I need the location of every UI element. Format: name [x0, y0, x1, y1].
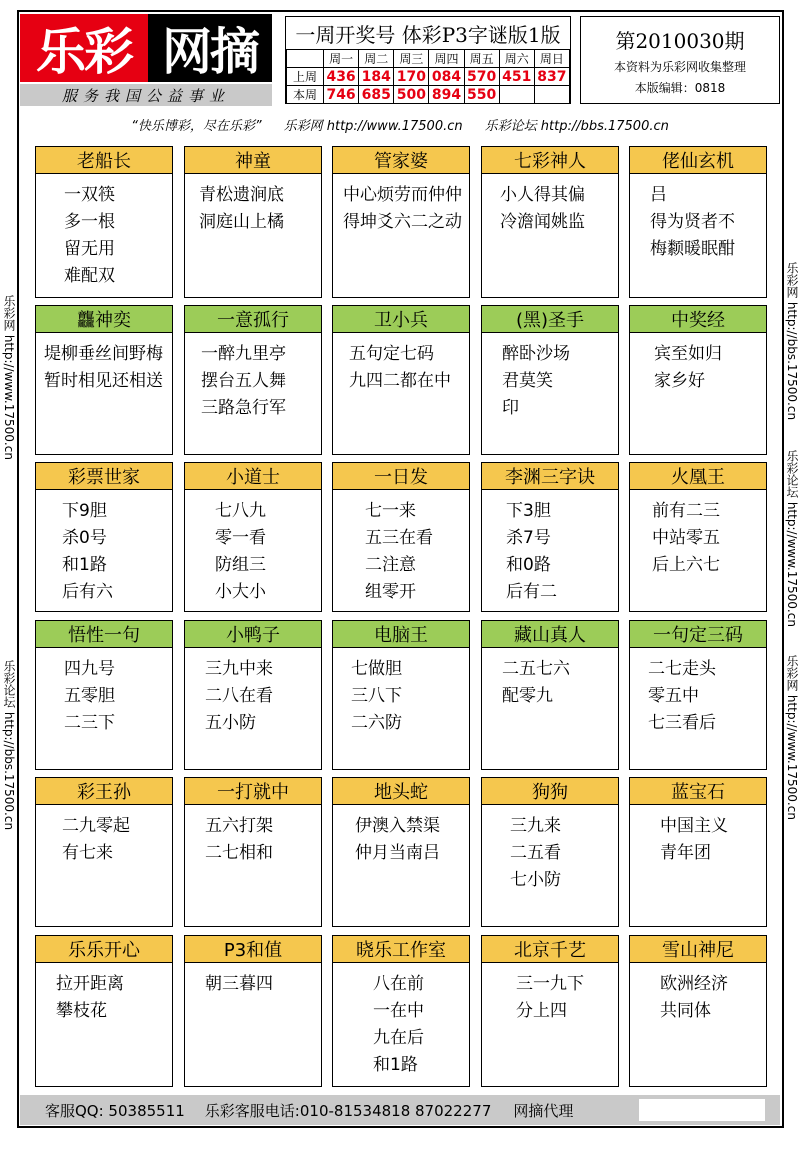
tip-card-body — [185, 648, 321, 737]
tip-card — [184, 777, 322, 927]
draw-number: 685 — [359, 86, 394, 104]
tip-card-title: 小道士 — [185, 463, 321, 490]
tip-line: 梅颣暖眠酣 — [650, 239, 735, 259]
tip-card-title: 蓝宝石 — [630, 778, 766, 805]
tip-line: 和0路 — [506, 555, 551, 575]
tip-line: 八在前 — [373, 974, 424, 994]
tip-card-title: 北京千艺 — [482, 936, 618, 963]
tip-line: 二九零起 — [62, 816, 130, 836]
day-header: 周一 — [324, 50, 359, 68]
tip-card-body — [333, 648, 469, 737]
agent-blank — [639, 1099, 765, 1121]
draw-number: 837 — [534, 68, 569, 86]
tip-line: 一在中 — [373, 1001, 424, 1021]
tip-card-body — [185, 963, 321, 998]
tip-card-body — [333, 333, 469, 395]
footer-qq: 客服QQ: 50385511 — [45, 1101, 185, 1120]
weekly-results — [285, 16, 571, 104]
tip-card-body — [185, 805, 321, 867]
tip-line: 多一根 — [64, 212, 115, 232]
tip-card — [184, 620, 322, 770]
draw-number — [534, 86, 569, 104]
weekly-table — [286, 49, 570, 104]
tip-line: 三九中来 — [205, 659, 273, 679]
tip-card — [629, 777, 767, 927]
tip-line: 五句定七码 — [349, 344, 434, 364]
tip-line: 中站零五 — [652, 528, 720, 548]
row-label: 上周 — [287, 68, 324, 86]
tip-card — [35, 620, 173, 770]
day-header: 周五 — [464, 50, 499, 68]
tip-card — [481, 777, 619, 927]
tip-line: 中心烦劳而仲仲 — [343, 185, 462, 205]
tip-card-body — [36, 648, 172, 737]
tip-card-body — [36, 174, 172, 290]
tip-card-title: 一意孤行 — [185, 306, 321, 333]
tip-card-title: 地头蛇 — [333, 778, 469, 805]
tip-line: 暂时相见还相送 — [44, 371, 163, 391]
tip-line: 摆台五人舞 — [201, 371, 286, 391]
tip-card — [481, 462, 619, 612]
tip-card — [481, 935, 619, 1087]
tip-card — [35, 777, 173, 927]
tip-line: 共同体 — [660, 1001, 711, 1021]
tip-line: 配零九 — [502, 686, 553, 706]
tip-card-title: 一句定三码 — [630, 621, 766, 648]
tip-line: 零一看 — [215, 528, 266, 548]
tip-line: 分上四 — [516, 1001, 567, 1021]
footer-agent: 网摘代理 — [513, 1101, 574, 1120]
tip-line: 五三在看 — [365, 528, 433, 548]
tip-card-title: 管家婆 — [333, 147, 469, 174]
tip-card-title: 雪山神尼 — [630, 936, 766, 963]
url-bar — [20, 114, 780, 134]
footer-phone: 乐彩客服电话:010-81534818 87022277 — [204, 1101, 492, 1120]
tip-card-body — [482, 805, 618, 894]
tip-card-body — [333, 490, 469, 606]
tip-card — [184, 146, 322, 298]
tip-line: 青松遗涧底 — [199, 185, 284, 205]
tip-card — [184, 462, 322, 612]
tip-line: 后有六 — [62, 582, 113, 602]
logo-black: 网摘 — [148, 14, 272, 82]
tip-line: 小大小 — [215, 582, 266, 602]
url-slogan: “快乐博彩，尽在乐彩” — [131, 118, 262, 134]
tip-card-title: 神童 — [185, 147, 321, 174]
tip-line: 二八在看 — [205, 686, 273, 706]
tip-line: 五六打架 — [205, 816, 273, 836]
tip-line: 印 — [502, 398, 519, 418]
tip-card — [332, 146, 470, 298]
tip-line: 防组三 — [215, 555, 266, 575]
tip-card-body — [482, 333, 618, 422]
tip-line: 和1路 — [373, 1055, 418, 1075]
row-label: 本周 — [287, 86, 324, 104]
site-link[interactable]: 乐彩网 http://www.17500.cn — [283, 118, 463, 134]
tip-card — [629, 305, 767, 455]
tip-card-title: 乐乐开心 — [36, 936, 172, 963]
tip-line: 三八下 — [351, 686, 402, 706]
tip-card-title: 佬仙玄机 — [630, 147, 766, 174]
tip-line: 留无用 — [64, 239, 115, 259]
day-header: 周二 — [359, 50, 394, 68]
tip-card — [629, 146, 767, 298]
tip-line: 七做胆 — [351, 659, 402, 679]
tip-line: 三一九下 — [516, 974, 584, 994]
tip-line: 和1路 — [62, 555, 107, 575]
tip-line: 零五中 — [648, 686, 699, 706]
slogan: 服务我国公益事业 — [20, 84, 272, 106]
tip-line: 吕 — [650, 185, 667, 205]
tip-card-title: 老船长 — [36, 147, 172, 174]
tip-line: 九在后 — [373, 1028, 424, 1048]
tip-card-title: 卫小兵 — [333, 306, 469, 333]
tip-card-title: 电脑王 — [333, 621, 469, 648]
tip-line: 攀枝花 — [56, 1001, 107, 1021]
tip-line: 二三下 — [64, 713, 115, 733]
tip-line: 小人得其偏 — [500, 185, 585, 205]
tip-card — [184, 305, 322, 455]
draw-number: 084 — [429, 68, 464, 86]
weekly-title: 一周开奖号 体彩P3字谜版1版 — [295, 22, 561, 47]
draw-number: 184 — [359, 68, 394, 86]
tip-line: 欧洲经济 — [660, 974, 728, 994]
tip-card — [332, 935, 470, 1087]
tip-line: 五小防 — [205, 713, 256, 733]
tip-line: 后有二 — [506, 582, 557, 602]
logo — [20, 14, 272, 82]
tip-card-title: 藏山真人 — [482, 621, 618, 648]
issue-info — [580, 16, 780, 104]
draw-number: 894 — [429, 86, 464, 104]
editor-line: 本版编辑：0818 — [634, 81, 726, 95]
tip-card-body — [185, 174, 321, 236]
tip-card-body — [630, 333, 766, 395]
tip-line: 朝三暮四 — [205, 974, 273, 994]
tip-line: 君莫笑 — [502, 371, 553, 391]
day-header: 周六 — [499, 50, 534, 68]
draw-number: 570 — [464, 68, 499, 86]
tip-line: 二七相和 — [205, 843, 273, 863]
tip-card-title: 彩王孙 — [36, 778, 172, 805]
tip-line: 七三看后 — [648, 713, 716, 733]
tip-line: 洞庭山上橘 — [199, 212, 284, 232]
tip-card — [35, 462, 173, 612]
side-text-right-top: 乐彩网 http://bbs.17500.cn — [785, 262, 799, 421]
tip-card-body — [36, 963, 172, 1025]
tip-line: 组零开 — [365, 582, 416, 602]
tip-line: 下3胆 — [506, 501, 551, 521]
tip-card-body — [630, 174, 766, 263]
side-text-right-mid: 乐彩论坛 http://www.17500.cn — [785, 450, 799, 627]
tip-line: 九四二都在中 — [349, 371, 451, 391]
tip-card-body — [185, 333, 321, 422]
tip-card-title: 一打就中 — [185, 778, 321, 805]
tip-line: 家乡好 — [654, 371, 705, 391]
tip-card-body — [630, 490, 766, 579]
draw-number: 500 — [394, 86, 429, 104]
tip-line: 仲月当南吕 — [355, 843, 440, 863]
tip-line: 二五看 — [510, 843, 561, 863]
tip-card — [332, 777, 470, 927]
tip-card — [481, 146, 619, 298]
tip-line: 中国主义 — [660, 816, 728, 836]
tip-card-title: (黑)圣手 — [482, 306, 618, 333]
tip-line: 杀7号 — [506, 528, 551, 548]
tip-card-title: 狗狗 — [482, 778, 618, 805]
footer — [20, 1095, 780, 1125]
tip-line: 七小防 — [510, 870, 561, 890]
tip-line: 前有二三 — [652, 501, 720, 521]
tip-card — [35, 305, 173, 455]
tip-card-body — [482, 963, 618, 1025]
tip-line: 得坤爻六二之动 — [343, 212, 462, 232]
tip-card-title: 晓乐工作室 — [333, 936, 469, 963]
tip-card-title: 小鸭子 — [185, 621, 321, 648]
draw-number: 170 — [394, 68, 429, 86]
tip-line: 三九来 — [510, 816, 561, 836]
tip-card — [332, 305, 470, 455]
tip-line: 五零胆 — [64, 686, 115, 706]
tip-line: 二五七六 — [502, 659, 570, 679]
side-text-left-top: 乐彩网 http://www.17500.cn — [2, 295, 16, 460]
tip-line: 四九号 — [64, 659, 115, 679]
tip-line: 二注意 — [365, 555, 416, 575]
tip-line: 一醉九里亭 — [201, 344, 286, 364]
tip-line: 伊澳入禁渠 — [355, 816, 440, 836]
issue-number: 第2010030期 — [615, 29, 745, 53]
tip-card-title: 中奖经 — [630, 306, 766, 333]
tip-line: 二六防 — [351, 713, 402, 733]
tip-card-body — [482, 174, 618, 236]
tip-line: 一双筷 — [64, 185, 115, 205]
tip-line: 二七走头 — [648, 659, 716, 679]
day-header: 周日 — [534, 50, 569, 68]
tip-card-body — [630, 648, 766, 737]
tip-card — [481, 620, 619, 770]
tip-card — [629, 935, 767, 1087]
tip-card-body — [36, 333, 172, 395]
tip-card-body — [36, 490, 172, 606]
tip-card — [629, 620, 767, 770]
tip-line: 醉卧沙场 — [502, 344, 570, 364]
tip-card — [332, 620, 470, 770]
tip-line: 宾至如归 — [654, 344, 722, 364]
side-text-left-bottom: 乐彩论坛 http://bbs.17500.cn — [2, 660, 16, 831]
tip-line: 冷澹闻姚监 — [500, 212, 585, 232]
tip-card — [332, 462, 470, 612]
tip-card — [629, 462, 767, 612]
tip-card-body — [36, 805, 172, 867]
forum-link[interactable]: 乐彩论坛 http://bbs.17500.cn — [484, 118, 669, 134]
tip-line: 有七来 — [62, 843, 113, 863]
tip-line: 三路急行军 — [201, 398, 286, 418]
side-text-right-bottom: 乐彩网 http://www.17500.cn — [785, 655, 799, 820]
tip-card-title: 火凰王 — [630, 463, 766, 490]
tip-line: 得为贤者不 — [650, 212, 735, 232]
tip-line: 下9胆 — [62, 501, 107, 521]
tip-line: 七八九 — [215, 501, 266, 521]
tip-card-title: 悟性一句 — [36, 621, 172, 648]
tip-card-body — [482, 648, 618, 710]
tip-line: 难配双 — [64, 266, 115, 286]
draw-number: 746 — [324, 86, 359, 104]
tip-card-body — [185, 490, 321, 606]
tip-card-body — [630, 963, 766, 1025]
tip-line: 拉开距离 — [56, 974, 124, 994]
tip-card-title: 一日发 — [333, 463, 469, 490]
tip-line: 青年团 — [660, 843, 711, 863]
tip-line: 后上六七 — [652, 555, 720, 575]
draw-number: 436 — [324, 68, 359, 86]
tip-card-body — [333, 963, 469, 1079]
tip-card — [35, 146, 173, 298]
tip-card-body — [630, 805, 766, 867]
tip-card-title: 李渊三字诀 — [482, 463, 618, 490]
tip-card — [481, 305, 619, 455]
tip-card-title: 彩票世家 — [36, 463, 172, 490]
tip-card — [184, 935, 322, 1087]
tip-line: 堤柳垂丝间野梅 — [44, 344, 163, 364]
tip-card-body — [333, 174, 469, 236]
draw-number — [499, 86, 534, 104]
tip-card — [35, 935, 173, 1087]
tip-line: 七一来 — [365, 501, 416, 521]
tip-card-body — [482, 490, 618, 606]
logo-red: 乐彩 — [20, 14, 148, 82]
tip-card-title: 七彩神人 — [482, 147, 618, 174]
tip-card-body — [333, 805, 469, 867]
draw-number: 451 — [499, 68, 534, 86]
day-header: 周四 — [429, 50, 464, 68]
tip-line: 杀0号 — [62, 528, 107, 548]
info-line: 本资料为乐彩网收集整理 — [613, 60, 746, 74]
tip-card-title: 龘神奕 — [36, 306, 172, 333]
day-header: 周三 — [394, 50, 429, 68]
tip-card-title: P3和值 — [185, 936, 321, 963]
draw-number: 550 — [464, 86, 499, 104]
